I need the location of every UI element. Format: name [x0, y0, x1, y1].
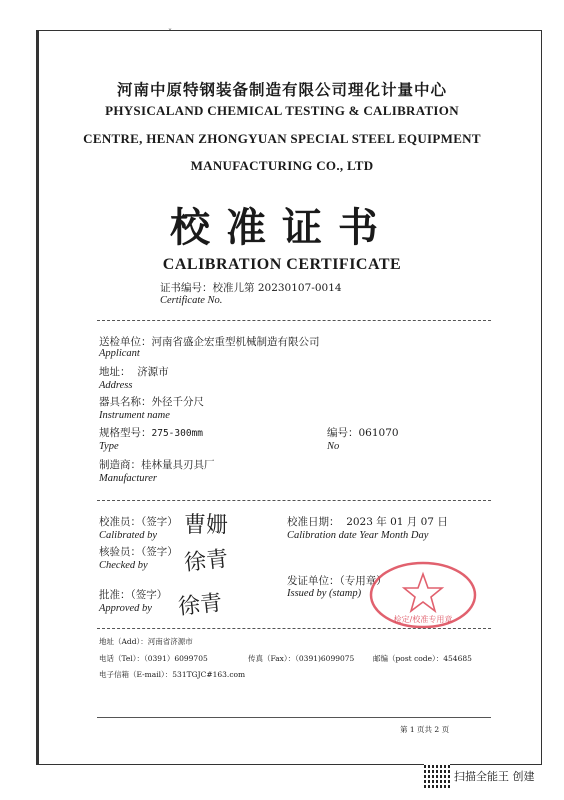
certificate-heading-en: CALIBRATION CERTIFICATE	[162, 256, 402, 273]
certificate-number-label-en: Certificate No.	[160, 295, 223, 306]
instrument-value: 外径千分尺	[151, 396, 204, 408]
footer-fax: 传真（Fax）：（0391)6099075	[248, 654, 355, 663]
checked-label-en: Checked by	[99, 560, 148, 571]
issued-label: 发证单位：（专用章）	[287, 575, 387, 587]
address-value: 济源市	[137, 366, 169, 378]
calibrated-signature: 曹姗	[184, 513, 229, 538]
footer-email: 电子信箱（E-mail）：531TGJC#163.com	[99, 670, 246, 679]
manufacturer-label-en: Manufacturer	[99, 473, 157, 484]
serial-row	[327, 425, 399, 440]
address-label: 地址：	[99, 366, 131, 378]
manufacturer-value: 桂林量具刃具厂	[141, 459, 215, 471]
serial-label: 编号：	[327, 427, 359, 439]
footer-rule	[97, 717, 491, 718]
applicant-value: 河南省盛企宏重型机械制造有限公司	[151, 336, 320, 348]
serial-label-en: No	[327, 441, 340, 452]
cal-date-label-en: Calibration date Year Month Day	[287, 530, 429, 541]
address-label-en: Address	[99, 380, 133, 391]
instrument-row	[99, 394, 204, 409]
issuer-name-en-line3: MANUFACTURING CO., LTD	[190, 158, 374, 173]
calibrated-label: 校准员：（签字）	[99, 516, 178, 528]
page-number: 第 1 页共 2 页	[400, 725, 450, 734]
instrument-label-en: Instrument name	[99, 410, 170, 421]
address-row	[99, 364, 169, 379]
stamp-text: 检定/校准专用章	[393, 615, 453, 624]
applicant-row	[99, 334, 320, 349]
type-row	[99, 425, 203, 440]
qr-code-icon	[424, 764, 450, 790]
manufacturer-row	[99, 457, 215, 472]
certificate-heading-cn: 校准证书	[170, 204, 394, 251]
certificate-number-row	[160, 280, 342, 295]
cal-date-label: 校准日期：	[287, 516, 340, 528]
official-stamp	[368, 560, 478, 630]
checked-signature: 徐青	[183, 546, 230, 577]
divider-bottom	[97, 628, 491, 629]
checked-label: 核验员：（签字）	[99, 546, 178, 558]
serial-value: 061070	[358, 427, 399, 439]
issued-label-en: Issued by (stamp)	[287, 588, 362, 599]
certificate-number-label: 证书编号：	[160, 282, 213, 294]
divider-middle	[97, 500, 491, 501]
type-value: 275-300mm	[151, 428, 203, 439]
issuer-name-cn: 河南中原特钢装备制造有限公司理化计量中心	[116, 80, 447, 99]
certificate-number-value: 校准儿第 20230107-0014	[212, 282, 342, 294]
approved-label-en: Approved by	[99, 603, 152, 614]
footer-tel: 电话（Tel）：（0391）6099705	[99, 654, 208, 663]
footer-postcode: 邮编（post code）：454685	[373, 654, 472, 663]
manufacturer-label: 制造商：	[99, 459, 141, 471]
calibrated-label-en: Calibrated by	[99, 530, 158, 541]
divider-top	[97, 320, 491, 321]
type-label-en: Type	[99, 441, 119, 452]
instrument-label: 器具名称：	[99, 396, 152, 408]
applicant-label-en: Applicant	[99, 348, 140, 359]
cal-date-row	[287, 514, 448, 529]
approved-label: 批准：（签字）	[99, 589, 168, 601]
applicant-label: 送检单位：	[99, 336, 152, 348]
footer-address: 地址（Add）：河南省济源市	[99, 637, 193, 646]
issuer-name-en-line1: PHYSICALAND CHEMICAL TESTING & CALIBRATION	[105, 103, 459, 118]
type-label: 规格型号：	[99, 427, 152, 439]
watermark-text: 扫描全能王 创建	[454, 770, 535, 783]
issuer-name-en-line2: CENTRE, HENAN ZHONGYUAN SPECIAL STEEL EQUIPMENT	[83, 131, 481, 146]
scan-mark: ˘	[168, 28, 172, 37]
cal-date-value: 2023 年 01 月 07 日	[346, 516, 448, 528]
approved-signature: 徐青	[177, 590, 224, 621]
